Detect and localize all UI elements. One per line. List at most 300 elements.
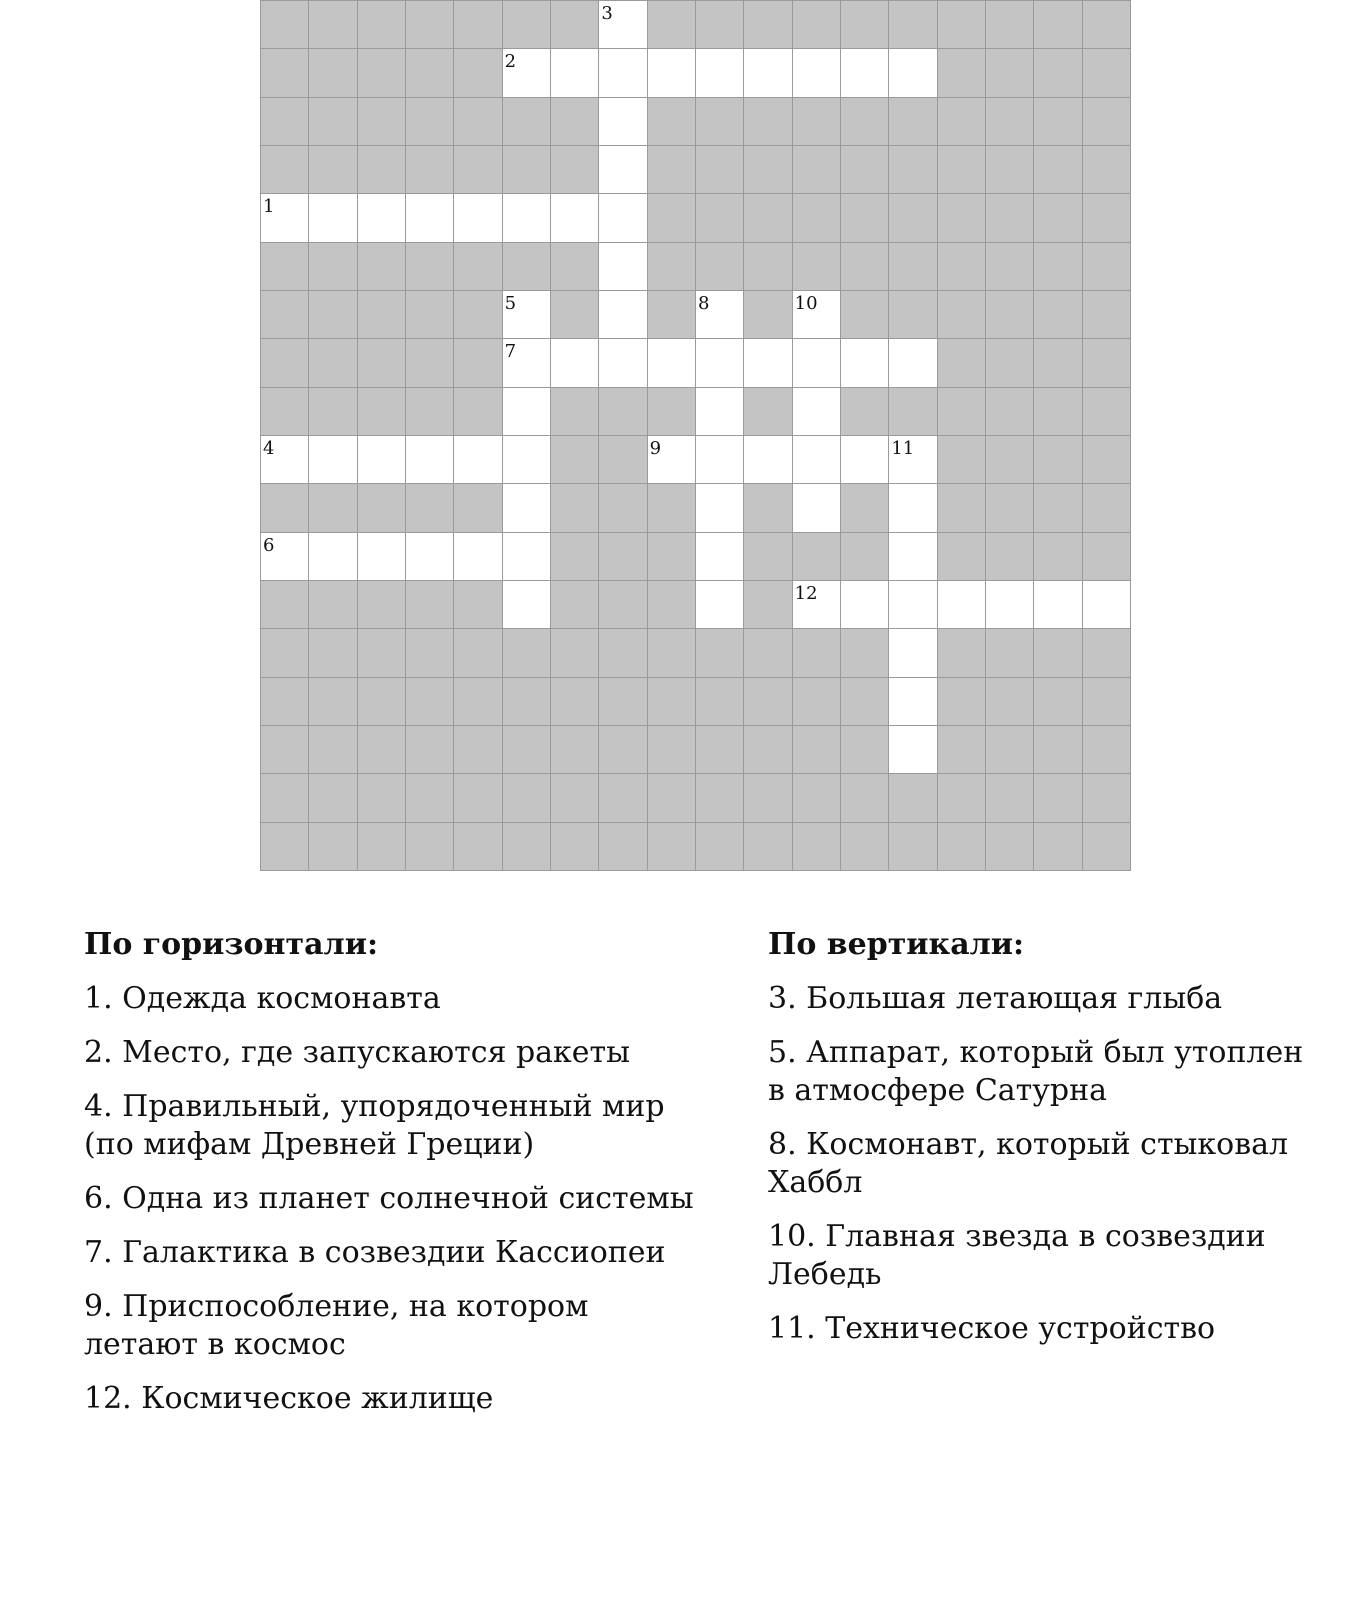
blocked-cell	[648, 242, 696, 290]
blocked-cell	[1034, 97, 1082, 145]
blocked-cell	[841, 532, 889, 580]
blocked-cell	[744, 725, 792, 773]
blocked-cell	[599, 725, 647, 773]
across-clue: 1. Одежда космонавта	[84, 981, 441, 1016]
clue-number: 1	[263, 196, 275, 218]
blocked-cell	[261, 773, 309, 821]
crossword-cell[interactable]	[696, 338, 744, 386]
blocked-cell	[696, 145, 744, 193]
crossword-cell[interactable]	[454, 435, 502, 483]
crossword-cell[interactable]	[793, 483, 841, 531]
blocked-cell	[599, 483, 647, 531]
blocked-cell	[551, 628, 599, 676]
blocked-cell	[696, 242, 744, 290]
blocked-cell	[261, 97, 309, 145]
blocked-cell	[1083, 773, 1131, 821]
blocked-cell	[358, 48, 406, 96]
blocked-cell	[696, 97, 744, 145]
blocked-cell	[1083, 628, 1131, 676]
blocked-cell	[793, 532, 841, 580]
crossword-cell[interactable]	[841, 48, 889, 96]
blocked-cell	[406, 628, 454, 676]
blocked-cell	[261, 725, 309, 773]
crossword-cell[interactable]	[889, 48, 937, 96]
crossword-cell[interactable]	[889, 532, 937, 580]
blocked-cell	[696, 725, 744, 773]
blocked-cell	[744, 532, 792, 580]
blocked-cell	[406, 677, 454, 725]
crossword-cell[interactable]	[454, 193, 502, 241]
blocked-cell	[1083, 725, 1131, 773]
blocked-cell	[551, 290, 599, 338]
crossword-cell[interactable]	[599, 97, 647, 145]
down-clues	[768, 926, 1313, 1364]
blocked-cell	[551, 435, 599, 483]
blocked-cell	[793, 0, 841, 48]
blocked-cell	[454, 242, 502, 290]
blocked-cell	[744, 242, 792, 290]
crossword-cell[interactable]	[889, 725, 937, 773]
blocked-cell	[358, 580, 406, 628]
crossword-cell[interactable]	[793, 580, 841, 628]
blocked-cell	[454, 483, 502, 531]
crossword-cell[interactable]	[454, 532, 502, 580]
blocked-cell	[1083, 822, 1131, 870]
crossword-cell[interactable]	[551, 48, 599, 96]
blocked-cell	[406, 97, 454, 145]
blocked-cell	[938, 48, 986, 96]
crossword-cell[interactable]	[599, 48, 647, 96]
crossword-cell[interactable]	[889, 580, 937, 628]
crossword-cell[interactable]	[599, 193, 647, 241]
blocked-cell	[503, 822, 551, 870]
blocked-cell	[841, 193, 889, 241]
blocked-cell	[986, 677, 1034, 725]
blocked-cell	[599, 773, 647, 821]
crossword-cell[interactable]	[889, 628, 937, 676]
crossword-cell[interactable]	[889, 483, 937, 531]
blocked-cell	[1034, 387, 1082, 435]
blocked-cell	[503, 97, 551, 145]
crossword-cell[interactable]	[793, 435, 841, 483]
blocked-cell	[406, 145, 454, 193]
blocked-cell	[1083, 242, 1131, 290]
crossword-cell[interactable]	[261, 532, 309, 580]
blocked-cell	[938, 97, 986, 145]
blocked-cell	[938, 290, 986, 338]
blocked-cell	[406, 580, 454, 628]
blocked-cell	[309, 0, 357, 48]
blocked-cell	[841, 725, 889, 773]
crossword-cell[interactable]	[841, 580, 889, 628]
blocked-cell	[986, 822, 1034, 870]
blocked-cell	[309, 773, 357, 821]
blocked-cell	[309, 822, 357, 870]
blocked-cell	[889, 773, 937, 821]
blocked-cell	[986, 725, 1034, 773]
clue-number: 5	[504, 292, 517, 314]
blocked-cell	[889, 822, 937, 870]
blocked-cell	[841, 483, 889, 531]
blocked-cell	[744, 483, 792, 531]
blocked-cell	[261, 48, 309, 96]
down-clue: 5. Аппарат, который был утоплен в атмосфере Сатурна	[768, 1035, 1304, 1108]
blocked-cell	[744, 773, 792, 821]
blocked-cell	[648, 822, 696, 870]
blocked-cell	[1083, 290, 1131, 338]
blocked-cell	[648, 0, 696, 48]
blocked-cell	[1083, 532, 1131, 580]
crossword-cell[interactable]	[599, 145, 647, 193]
blocked-cell	[406, 822, 454, 870]
blocked-cell	[938, 773, 986, 821]
blocked-cell	[358, 145, 406, 193]
blocked-cell	[793, 773, 841, 821]
blocked-cell	[841, 0, 889, 48]
crossword-cell[interactable]	[986, 580, 1034, 628]
crossword-cell[interactable]	[503, 48, 551, 96]
blocked-cell	[1083, 338, 1131, 386]
crossword-cell[interactable]	[503, 387, 551, 435]
blocked-cell	[793, 193, 841, 241]
blocked-cell	[1034, 532, 1082, 580]
crossword-cell[interactable]	[696, 532, 744, 580]
crossword-cell[interactable]	[1083, 580, 1131, 628]
blocked-cell	[551, 0, 599, 48]
blocked-cell	[793, 628, 841, 676]
down-clue: 10. Главная звезда в созвездии Лебедь	[768, 1219, 1266, 1292]
clue-number: 2	[504, 51, 517, 73]
blocked-cell	[1083, 677, 1131, 725]
crossword-cell[interactable]	[889, 338, 937, 386]
crossword-cell[interactable]	[309, 193, 357, 241]
blocked-cell	[358, 628, 406, 676]
blocked-cell	[503, 145, 551, 193]
blocked-cell	[696, 0, 744, 48]
blocked-cell	[551, 822, 599, 870]
blocked-cell	[938, 435, 986, 483]
blocked-cell	[454, 48, 502, 96]
blocked-cell	[1034, 677, 1082, 725]
blocked-cell	[261, 290, 309, 338]
crossword-cell[interactable]	[503, 290, 551, 338]
clue-number: 11	[891, 437, 915, 459]
blocked-cell	[841, 387, 889, 435]
blocked-cell	[406, 483, 454, 531]
clue-number: 6	[263, 534, 275, 556]
crossword-cell[interactable]	[599, 290, 647, 338]
blocked-cell	[841, 628, 889, 676]
blocked-cell	[309, 338, 357, 386]
clue-number: 10	[794, 292, 818, 314]
down-clue: 8. Космонавт, который стыковал Хаббл	[768, 1127, 1289, 1200]
blocked-cell	[261, 387, 309, 435]
blocked-cell	[406, 338, 454, 386]
blocked-cell	[551, 483, 599, 531]
crossword-cell[interactable]	[889, 677, 937, 725]
crossword-cell[interactable]	[358, 193, 406, 241]
blocked-cell	[889, 290, 937, 338]
blocked-cell	[1083, 387, 1131, 435]
blocked-cell	[551, 725, 599, 773]
crossword-cell[interactable]	[1034, 580, 1082, 628]
crossword-cell[interactable]	[503, 483, 551, 531]
crossword-cell[interactable]	[358, 435, 406, 483]
crossword-cell[interactable]	[503, 435, 551, 483]
blocked-cell	[841, 773, 889, 821]
crossword-cell[interactable]	[793, 290, 841, 338]
blocked-cell	[309, 387, 357, 435]
blocked-cell	[938, 387, 986, 435]
down-clue: 11. Техническое устройство	[768, 1311, 1216, 1346]
blocked-cell	[648, 483, 696, 531]
blocked-cell	[696, 193, 744, 241]
crossword-cell[interactable]	[744, 338, 792, 386]
blocked-cell	[889, 242, 937, 290]
blocked-cell	[261, 145, 309, 193]
across-heading: По горизонтали:	[84, 927, 379, 962]
blocked-cell	[406, 290, 454, 338]
blocked-cell	[358, 242, 406, 290]
blocked-cell	[406, 387, 454, 435]
blocked-cell	[1034, 290, 1082, 338]
blocked-cell	[938, 193, 986, 241]
blocked-cell	[648, 677, 696, 725]
crossword-cell[interactable]	[599, 0, 647, 48]
blocked-cell	[261, 580, 309, 628]
blocked-cell	[841, 97, 889, 145]
blocked-cell	[406, 242, 454, 290]
crossword-cell[interactable]	[406, 435, 454, 483]
crossword-cell[interactable]	[793, 338, 841, 386]
crossword-cell[interactable]	[599, 242, 647, 290]
blocked-cell	[648, 532, 696, 580]
blocked-cell	[793, 822, 841, 870]
blocked-cell	[841, 290, 889, 338]
across-clue: 2. Место, где запускаются ракеты	[84, 1035, 631, 1070]
blocked-cell	[889, 97, 937, 145]
blocked-cell	[744, 580, 792, 628]
blocked-cell	[1083, 193, 1131, 241]
blocked-cell	[986, 773, 1034, 821]
blocked-cell	[793, 677, 841, 725]
blocked-cell	[648, 97, 696, 145]
blocked-cell	[744, 677, 792, 725]
crossword-cell[interactable]	[938, 580, 986, 628]
blocked-cell	[551, 773, 599, 821]
blocked-cell	[696, 773, 744, 821]
blocked-cell	[986, 145, 1034, 193]
blocked-cell	[841, 677, 889, 725]
crossword-cell[interactable]	[358, 532, 406, 580]
crossword-cell[interactable]	[793, 48, 841, 96]
crossword-cell[interactable]	[503, 532, 551, 580]
blocked-cell	[1034, 483, 1082, 531]
blocked-cell	[648, 193, 696, 241]
blocked-cell	[551, 242, 599, 290]
crossword-cell[interactable]	[261, 193, 309, 241]
blocked-cell	[938, 242, 986, 290]
crossword-cell[interactable]	[503, 338, 551, 386]
blocked-cell	[309, 580, 357, 628]
down-clue: 3. Большая летающая глыба	[768, 981, 1223, 1016]
crossword-grid	[260, 0, 1131, 871]
blocked-cell	[1083, 483, 1131, 531]
down-heading: По вертикали:	[768, 927, 1025, 962]
blocked-cell	[938, 532, 986, 580]
crossword-cell[interactable]	[841, 435, 889, 483]
blocked-cell	[454, 338, 502, 386]
blocked-cell	[744, 0, 792, 48]
blocked-cell	[358, 773, 406, 821]
blocked-cell	[309, 483, 357, 531]
blocked-cell	[309, 725, 357, 773]
crossword-cell[interactable]	[696, 483, 744, 531]
clue-number: 12	[794, 582, 818, 604]
blocked-cell	[744, 145, 792, 193]
blocked-cell	[841, 822, 889, 870]
blocked-cell	[938, 483, 986, 531]
crossword-cell[interactable]	[503, 580, 551, 628]
clue-number: 9	[649, 437, 662, 459]
blocked-cell	[503, 628, 551, 676]
crossword-cell[interactable]	[406, 532, 454, 580]
blocked-cell	[551, 677, 599, 725]
crossword-cell[interactable]	[841, 338, 889, 386]
blocked-cell	[454, 97, 502, 145]
blocked-cell	[648, 387, 696, 435]
blocked-cell	[503, 0, 551, 48]
across-clue: 9. Приспособление, на котором летают в космос	[84, 1289, 589, 1362]
blocked-cell	[744, 97, 792, 145]
blocked-cell	[551, 532, 599, 580]
across-clue: 6. Одна из планет солнечной системы	[84, 1181, 694, 1216]
crossword-cell[interactable]	[648, 435, 696, 483]
blocked-cell	[454, 725, 502, 773]
blocked-cell	[599, 628, 647, 676]
blocked-cell	[986, 290, 1034, 338]
blocked-cell	[551, 145, 599, 193]
blocked-cell	[986, 483, 1034, 531]
crossword-cell[interactable]	[309, 435, 357, 483]
blocked-cell	[1083, 97, 1131, 145]
crossword-cell[interactable]	[889, 435, 937, 483]
blocked-cell	[358, 338, 406, 386]
blocked-cell	[309, 628, 357, 676]
clue-number: 3	[601, 3, 613, 24]
blocked-cell	[358, 290, 406, 338]
crossword-cell[interactable]	[309, 532, 357, 580]
crossword-cell[interactable]	[551, 338, 599, 386]
blocked-cell	[406, 0, 454, 48]
blocked-cell	[454, 773, 502, 821]
blocked-cell	[841, 242, 889, 290]
blocked-cell	[454, 145, 502, 193]
blocked-cell	[406, 773, 454, 821]
crossword-cell[interactable]	[744, 435, 792, 483]
crossword-cell[interactable]	[599, 338, 647, 386]
blocked-cell	[744, 822, 792, 870]
blocked-cell	[358, 387, 406, 435]
crossword-cell[interactable]	[793, 387, 841, 435]
blocked-cell	[1034, 242, 1082, 290]
blocked-cell	[744, 628, 792, 676]
blocked-cell	[1034, 628, 1082, 676]
blocked-cell	[648, 773, 696, 821]
crossword-cell[interactable]	[503, 193, 551, 241]
blocked-cell	[599, 387, 647, 435]
blocked-cell	[261, 338, 309, 386]
blocked-cell	[986, 0, 1034, 48]
blocked-cell	[309, 145, 357, 193]
blocked-cell	[648, 145, 696, 193]
blocked-cell	[551, 580, 599, 628]
blocked-cell	[1083, 145, 1131, 193]
blocked-cell	[503, 773, 551, 821]
blocked-cell	[358, 822, 406, 870]
blocked-cell	[261, 677, 309, 725]
blocked-cell	[309, 290, 357, 338]
blocked-cell	[309, 97, 357, 145]
blocked-cell	[454, 290, 502, 338]
blocked-cell	[938, 338, 986, 386]
crossword-cell[interactable]	[648, 48, 696, 96]
blocked-cell	[1034, 822, 1082, 870]
blocked-cell	[793, 97, 841, 145]
crossword-cell[interactable]	[696, 435, 744, 483]
crossword-cell[interactable]	[648, 338, 696, 386]
blocked-cell	[889, 145, 937, 193]
blocked-cell	[454, 822, 502, 870]
crossword-cell[interactable]	[551, 193, 599, 241]
blocked-cell	[696, 628, 744, 676]
clue-number: 8	[697, 292, 710, 314]
crossword-cell[interactable]	[406, 193, 454, 241]
blocked-cell	[309, 242, 357, 290]
blocked-cell	[358, 725, 406, 773]
blocked-cell	[986, 193, 1034, 241]
blocked-cell	[986, 338, 1034, 386]
blocked-cell	[841, 145, 889, 193]
crossword-cell[interactable]	[696, 387, 744, 435]
blocked-cell	[309, 48, 357, 96]
blocked-cell	[1083, 48, 1131, 96]
blocked-cell	[986, 387, 1034, 435]
blocked-cell	[261, 483, 309, 531]
blocked-cell	[938, 677, 986, 725]
blocked-cell	[1034, 773, 1082, 821]
blocked-cell	[358, 0, 406, 48]
blocked-cell	[938, 628, 986, 676]
blocked-cell	[1034, 193, 1082, 241]
blocked-cell	[599, 677, 647, 725]
blocked-cell	[648, 628, 696, 676]
crossword-cell[interactable]	[744, 48, 792, 96]
crossword-cell[interactable]	[696, 290, 744, 338]
blocked-cell	[503, 677, 551, 725]
blocked-cell	[938, 725, 986, 773]
blocked-cell	[986, 628, 1034, 676]
blocked-cell	[599, 822, 647, 870]
blocked-cell	[406, 725, 454, 773]
blocked-cell	[261, 822, 309, 870]
crossword-cell[interactable]	[696, 48, 744, 96]
blocked-cell	[454, 628, 502, 676]
crossword-cell[interactable]	[261, 435, 309, 483]
across-clue: 12. Космическое жилище	[84, 1381, 494, 1416]
crossword-cell[interactable]	[696, 580, 744, 628]
blocked-cell	[986, 435, 1034, 483]
